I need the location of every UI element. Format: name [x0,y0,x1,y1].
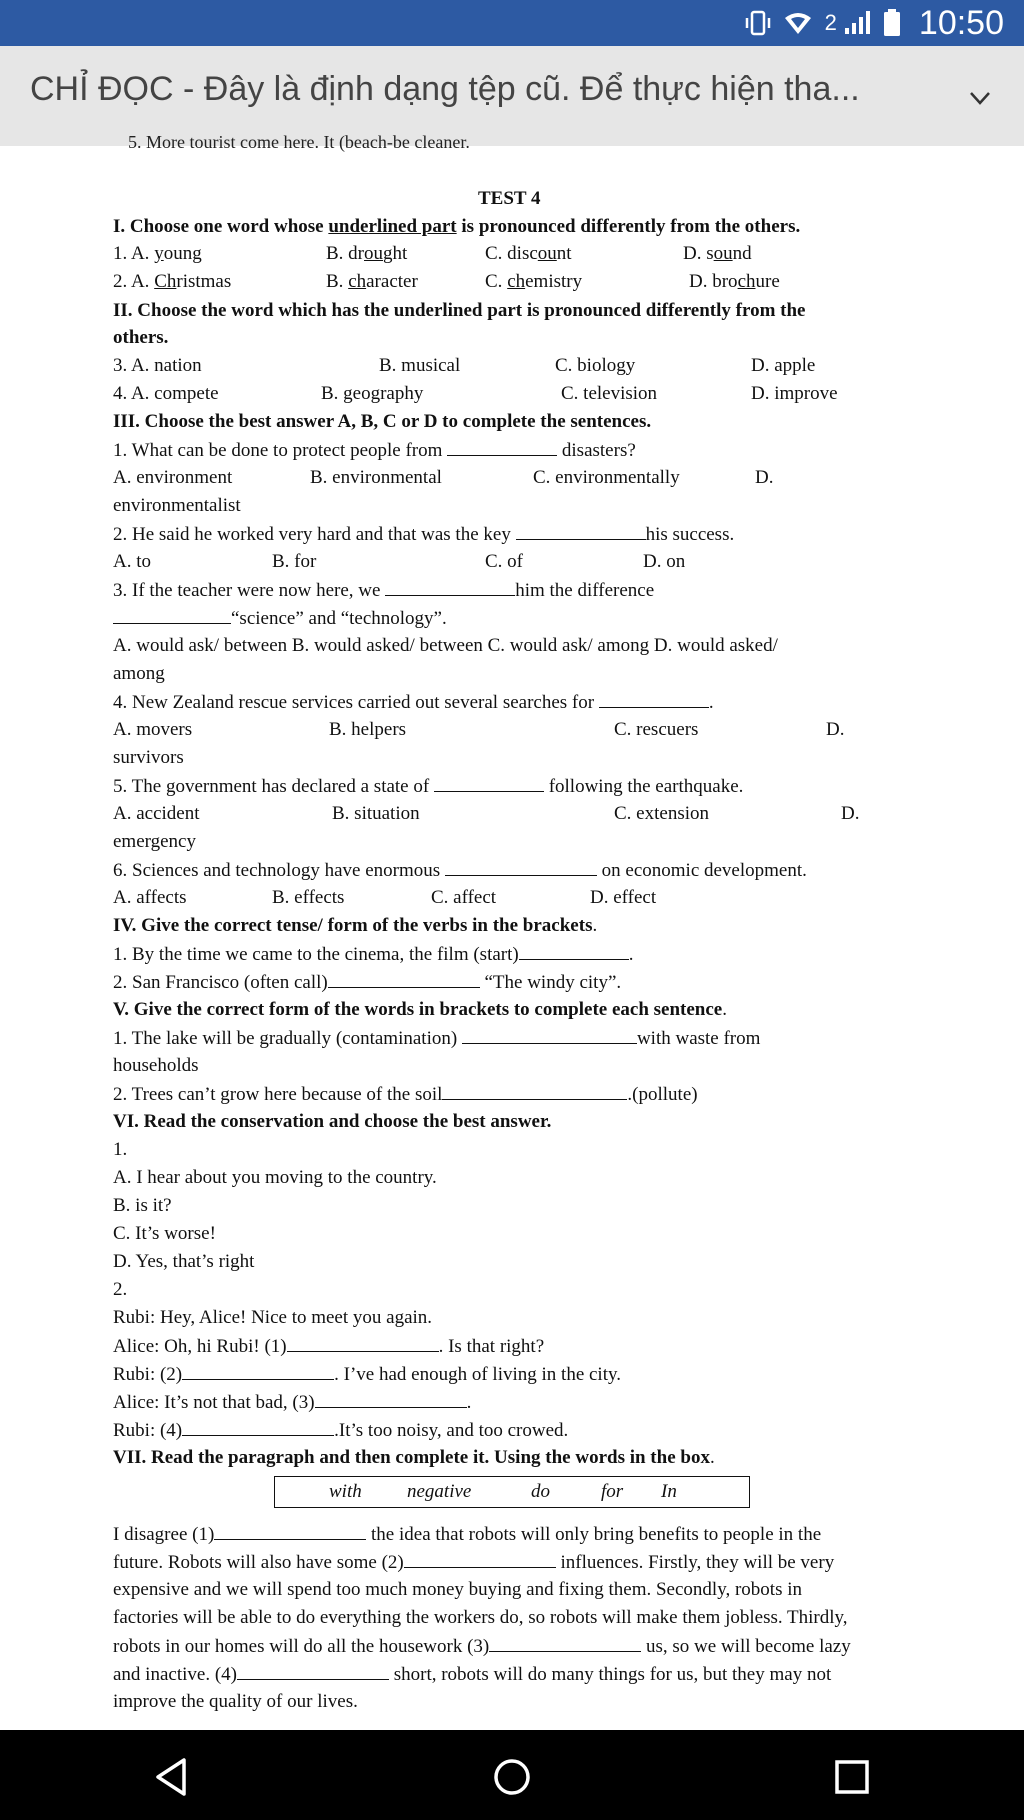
s6-option-b: B. is it? [113,1195,172,1216]
s3-q6: 6. Sciences and technology have enormous on economic development. [113,860,807,881]
q4-option-b: B. geography [321,383,424,404]
word-box [274,1476,750,1508]
word-box-item: for [601,1481,624,1502]
q3-option-a: 3. A. nation [113,355,202,376]
s3-q5: 5. The government has declared a state of following the earthquake. [113,776,744,797]
q2-option-d: D. brochure [689,271,780,292]
document-page[interactable] [0,132,1024,1730]
paragraph-line-1: I disagree (1) the idea that robots will only bring benefits to people in the [113,1524,822,1545]
word-box-item: do [531,1481,550,1502]
q2-option-a: 2. A. Christmas [113,271,232,292]
status-bar [0,0,1024,46]
s3-q2-option-d: D. on [643,551,686,572]
cut-off-line: 5. More tourist come here. It (beach-be cleaner. [128,132,470,152]
s3-q1-option-d: D. [755,467,774,488]
doc-title: TEST 4 [478,188,541,209]
q1-option-a: 1. A. young [113,243,202,264]
q2-option-b: B. character [326,271,418,292]
s3-q6-option-a: A. affects [113,887,187,908]
sim-indicator: 2 [824,10,837,35]
s3-q3-options-cont: among [113,663,165,684]
s3-q5-option-d-cont: emergency [113,831,196,852]
navigation-bar [0,1730,1024,1820]
s5-q1-cont: households [113,1055,199,1076]
section-2-heading: II. Choose the word which has the underlined part is pronounced differently from the [113,300,806,321]
q3-option-d: D. apple [751,355,816,376]
q4-option-a: 4. A. compete [113,383,219,404]
section-7-heading: VII. Read the paragraph and then complete it. Using the words in the box. [113,1447,715,1468]
section-4-heading: IV. Give the correct tense/ form of the verbs in the brackets. [113,915,598,936]
s3-q4: 4. New Zealand rescue services carried out several searches for . [113,692,714,713]
q4-option-d: D. improve [751,383,838,404]
s6-item-2-number: 2. [113,1279,128,1300]
s6-option-a: A. I hear about you moving to the country. [113,1167,437,1188]
s3-q1-option-d-cont: environmentalist [113,495,241,516]
q1-option-b: B. drought [326,243,408,264]
paragraph-line-4: factories will be able to do everything the workers do, so robots will make them jobless. Thirdly, [113,1607,848,1628]
q3-option-c: C. biology [555,355,636,376]
word-box-item: In [661,1481,677,1502]
s3-q2-option-b: B. for [272,551,317,572]
q1-option-d: D. sound [683,243,752,264]
s3-q5-option-a: A. accident [113,803,200,824]
home-icon[interactable] [490,1755,534,1799]
s3-q5-option-d: D. [841,803,860,824]
clock: 10:50 [918,3,1004,42]
s6-option-d: D. Yes, that’s right [113,1251,255,1272]
s4-q2: 2. San Francisco (often call) “The windy city”. [113,972,622,993]
s3-q4-option-c: C. rescuers [614,719,699,740]
back-icon[interactable] [150,1755,194,1799]
s3-q2-option-a: A. to [113,551,151,572]
paragraph-line-2: future. Robots will also have some (2) influences. Firstly, they will be very [113,1552,835,1573]
s3-q2-option-c: C. of [485,551,523,572]
s3-q3-options: A. would ask/ between B. would asked/ between C. would ask/ among D. would asked/ [113,635,778,656]
s3-q1-option-b: B. environmental [310,467,442,488]
battery-icon [883,9,901,37]
dialog-rubi-3: Rubi: (4) .It’s too noisy, and too crowed. [113,1420,569,1441]
s3-q1-option-a: A. environment [113,467,233,488]
q2-option-c: C. chemistry [485,271,583,292]
chevron-down-icon[interactable] [966,84,994,112]
s3-q2: 2. He said he worked very hard and that was the key his success. [113,524,735,545]
s5-q2: 2. Trees can’t grow here because of the soil .(pollute) [113,1084,698,1105]
s3-q1-option-c: C. environmentally [533,467,680,488]
dialog-alice-1: Alice: Oh, hi Rubi! (1) . Is that right? [113,1336,545,1357]
q1-option-c: C. discount [485,243,572,264]
dialog-alice-2: Alice: It’s not that bad, (3) . [113,1392,472,1413]
q3-option-b: B. musical [379,355,461,376]
s3-q6-option-b: B. effects [272,887,345,908]
paragraph-line-6: and inactive. (4) short, robots will do many things for us, but they may not [113,1664,832,1685]
s3-q3: 3. If the teacher were now here, we him the difference [113,580,655,601]
section-2-heading-cont: others. [113,327,169,348]
s4-q1: 1. By the time we came to the cinema, the film (start) . [113,944,634,965]
recents-icon[interactable] [830,1755,874,1799]
s3-q5-option-b: B. situation [332,803,420,824]
q4-option-c: C. television [561,383,658,404]
paragraph-line-3: expensive and we will spend too much money buying and fixing them. Secondly, robots in [113,1579,802,1600]
s3-q3-line2: “science” and “technology”. [113,607,447,630]
s6-option-c: C. It’s worse! [113,1223,216,1244]
s6-item-1-number: 1. [113,1139,128,1160]
paragraph-line-5: robots in our homes will do all the housework (3) us, so we will become lazy [113,1636,851,1657]
wifi-icon [783,10,813,36]
section-3-heading: III. Choose the best answer A, B, C or D to complete the sentences. [113,411,652,432]
section-5-heading: V. Give the correct form of the words in brackets to complete each sentence. [113,999,727,1020]
s3-q6-option-c: C. affect [431,887,497,908]
word-box-item: with [329,1481,362,1502]
paragraph-line-7: improve the quality of our lives. [113,1691,358,1712]
s3-q4-option-d-cont: survivors [113,747,184,768]
dialog-rubi-1: Rubi: Hey, Alice! Nice to meet you again. [113,1307,433,1328]
s3-q5-option-c: C. extension [614,803,709,824]
s3-q6-option-d: D. effect [590,887,657,908]
vibrate-icon [743,10,773,36]
s3-q4-option-a: A. movers [113,719,193,740]
section-1-heading: I. Choose one word whose underlined part is pronounced differently from the others. [113,216,801,237]
banner-message: CHỈ ĐỌC - Đây là định dạng tệp cũ. Để thực hiện tha... [30,70,860,108]
s5-q1: 1. The lake will be gradually (contamination) with waste from [113,1028,761,1049]
s3-q4-option-d: D. [826,719,845,740]
s3-q4-option-b: B. helpers [329,719,407,740]
dialog-rubi-2: Rubi: (2) . I’ve had enough of living in the city. [113,1364,622,1385]
signal-icon [843,10,873,36]
section-6-heading: VI. Read the conservation and choose the best answer. [113,1111,552,1132]
s3-q1: 1. What can be done to protect people from disasters? [113,440,636,461]
word-box-item: negative [407,1481,472,1502]
